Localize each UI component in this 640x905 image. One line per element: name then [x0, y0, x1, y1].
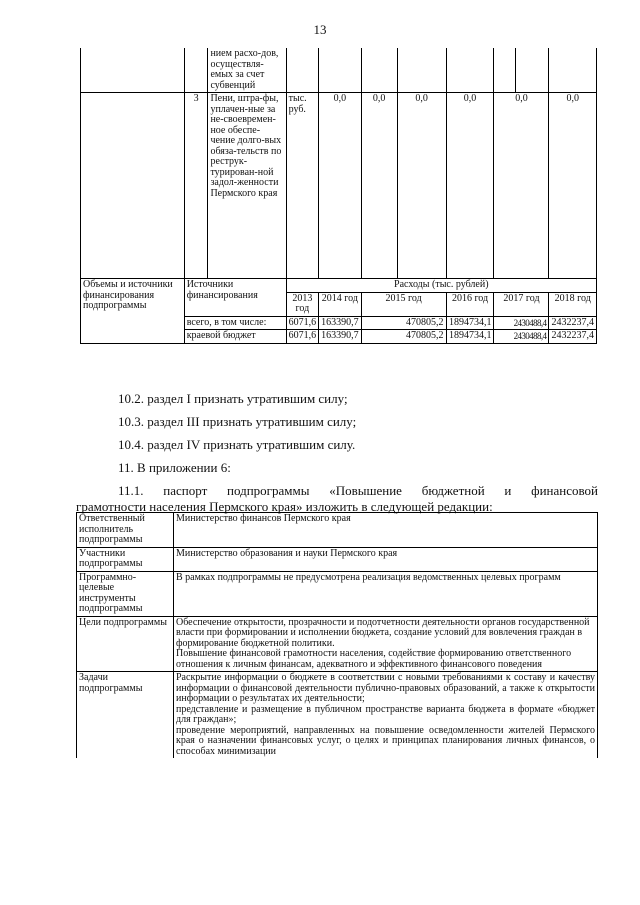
paragraph: 11. В приложении 6:: [118, 460, 231, 475]
year-header: 2014 год: [319, 292, 362, 316]
table-row: [77, 547, 598, 571]
value-cell: 470805,2: [361, 330, 446, 344]
row-number: 3: [184, 93, 208, 279]
source-label: краевой бюджет: [184, 330, 286, 344]
year-header: 2016 год: [446, 292, 494, 316]
row-value-group: [174, 616, 598, 672]
row-value: Повышение финансовой грамотности населения, содействие формированию ответственного отношения к личным финансам, адекватного и эффективного финансового поведения: [176, 648, 572, 670]
value-cell: 2432237,4: [549, 330, 597, 344]
volumes-label: Объемы и источники финансирования подпрограммы: [81, 279, 185, 344]
value-cell: 163390,7: [319, 330, 362, 344]
item-description: нием расхо-дов, осуществля-емых за счет субвенций: [208, 48, 286, 93]
value-cell: 0,0: [549, 93, 597, 279]
row-value: Обеспечение открытости, прозрачности и подотчетности деятельности органов государственной власти при формировании и исполнении бюджета, создание условий для вовлечения граждан в формирование бюджетной политики.: [176, 616, 590, 649]
year-header: 2013 год: [286, 292, 319, 316]
year-header: 2015 год: [361, 292, 446, 316]
row-value: проведение мероприятий, направленных на повышение осведомленности жителей Пермского края о назначении финансовых услуг, о целях и принципах планирования личных финансов, о способах минимизации: [176, 724, 595, 757]
item-description: Пени, штра-фы, уплачен-ные за не-своевремен-ное обеспе-чение долго-вых обяза-тельств по реструк-турирован-ной задол-женности Пермского края: [208, 93, 286, 279]
row-value: Раскрытие информации о бюджете в соответствии с новыми требованиями к составу и качеству информации о финансовой деятельности публично-правовых образований, а также к открытости информации о результатах их деятельности;: [176, 672, 595, 704]
value-cell: 0,0: [446, 93, 494, 279]
value-cell: 1894734,1: [446, 316, 494, 330]
row-label: Задачи подпрограммы: [77, 672, 174, 759]
value-cell: 470805,2: [361, 316, 446, 330]
year-header: 2017 год: [494, 292, 549, 316]
year-header: 2018 год: [549, 292, 597, 316]
paragraph: 10.4. раздел IV признать утратившим силу.: [118, 437, 356, 452]
expenses-header: Расходы (тыс. рублей): [286, 279, 596, 293]
value-cell: 163390,7: [319, 316, 362, 330]
row-value: Министерство финансов Пермского края: [174, 513, 598, 548]
table-row: [77, 616, 598, 672]
row-label: Цели подпрограммы: [77, 616, 174, 672]
value-cell: 0,0: [361, 93, 397, 279]
row-value: представление и размещение в публичном пространстве варианта бюджета в формате «бюджет для граждан»;: [176, 703, 595, 725]
sources-label: Источники финансирования: [184, 279, 286, 317]
value-cell: 0,0: [397, 93, 446, 279]
paragraph: 10.2. раздел I признать утратившим силу;: [118, 391, 348, 406]
value-cell: 0,0: [319, 93, 362, 279]
table-row: [77, 571, 598, 616]
subprogram-finance-table: [80, 48, 597, 344]
table-row: [77, 672, 598, 759]
value-cell: 2430488,4: [494, 330, 549, 344]
table-row: [77, 513, 598, 548]
value-cell: 2432237,4: [549, 316, 597, 330]
source-label: всего, в том числе:: [184, 316, 286, 330]
page-number: 13: [313, 22, 327, 37]
row-label: Участники подпрограммы: [77, 547, 174, 571]
table-row: [81, 93, 597, 279]
value-cell: 1894734,1: [446, 330, 494, 344]
table-row: [81, 279, 597, 293]
table-row: [81, 48, 597, 93]
paragraph: 11.1. паспорт подпрограммы «Повышение бюджетной и финансовой: [118, 483, 598, 498]
value-cell: 6071,6: [286, 330, 319, 344]
unit-cell: тыс. руб.: [286, 93, 319, 279]
value-cell: 6071,6: [286, 316, 319, 330]
row-value: В рамках подпрограммы не предусмотрена реализация ведомственных целевых программ: [174, 571, 598, 616]
paragraph-line: грамотности населения Пермского края» изложить в следующей редакции:: [76, 499, 493, 514]
value-cell: 2430488,4: [494, 316, 549, 330]
row-label: Ответственный исполнитель подпрограммы: [77, 513, 174, 548]
paragraph: 10.3. раздел III признать утратившим силу;: [118, 414, 357, 429]
row-value: Министерство образования и науки Пермского края: [174, 547, 598, 571]
row-value-group: [174, 672, 598, 759]
row-label: Программно-целевые инструменты подпрограммы: [77, 571, 174, 616]
subprogram-passport-table: [76, 512, 598, 758]
value-cell: 0,0: [494, 93, 549, 279]
